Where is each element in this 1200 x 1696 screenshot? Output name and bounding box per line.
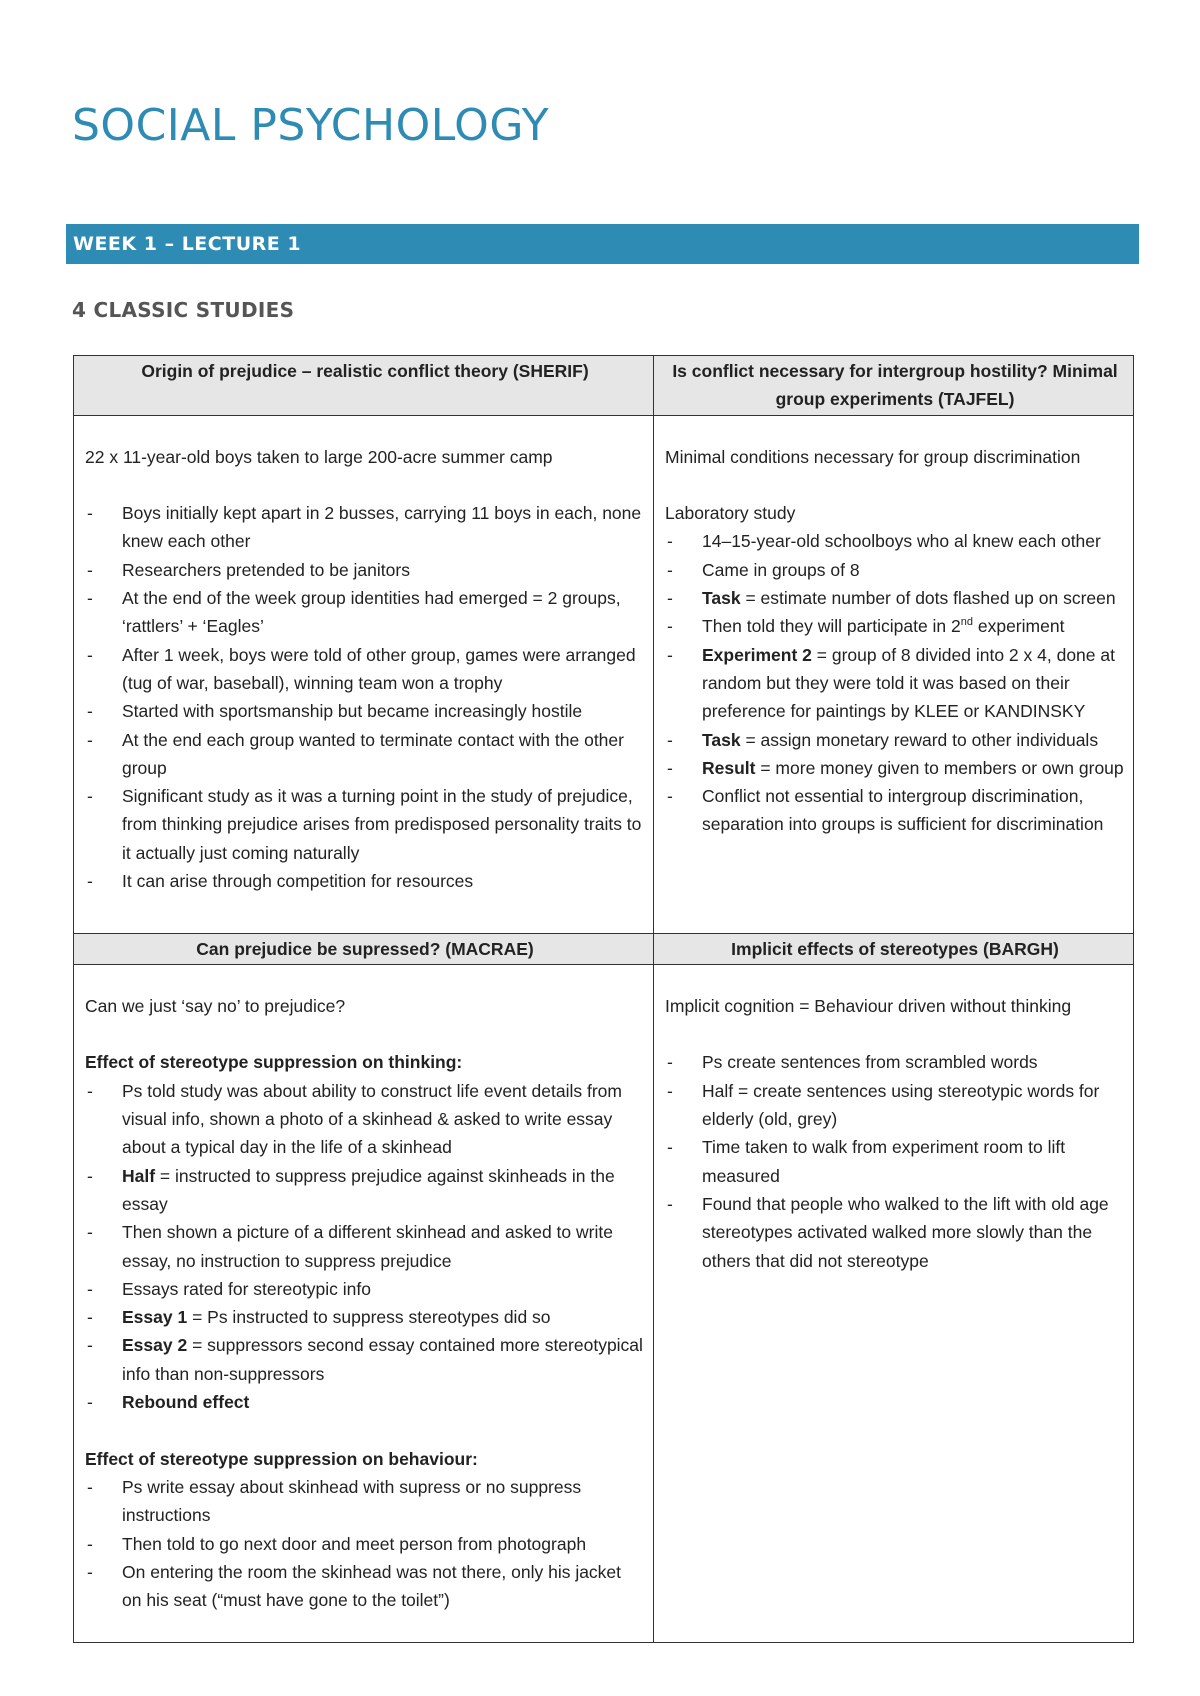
list-item: - 14–15-year-old schoolboys who al knew each other xyxy=(665,527,1125,555)
bold-term: Essay 2 xyxy=(122,1335,188,1356)
macrae-thinking-list xyxy=(85,1077,645,1417)
bargh-list xyxy=(665,1048,1125,1274)
macrae-behaviour-list xyxy=(85,1473,645,1614)
list-item: - Found that people who walked to the lift with old age stereotypes activated walked more slowly than the others that did not stereotype xyxy=(665,1190,1125,1275)
list-item: - Researchers pretended to be janitors xyxy=(85,556,645,584)
list-item: - Ps create sentences from scrambled words xyxy=(665,1048,1125,1076)
list-item: - Ps told study was about ability to construct life event details from visual info, shown a photo of a skinhead & asked to write essay about a typical day in the life of a skinhead xyxy=(85,1077,645,1162)
list-item xyxy=(665,641,1125,726)
bold-term: Essay 1 xyxy=(122,1307,188,1328)
list-item: - Conflict not essential to intergroup discrimination, separation into groups is sufficient for discrimination xyxy=(665,782,1125,839)
bold-term: Rebound effect xyxy=(122,1392,250,1413)
table-content-row xyxy=(74,415,1134,933)
macrae-intro: Can we just ‘say no’ to prejudice? xyxy=(85,995,346,1016)
bargh-cell xyxy=(654,964,1134,1642)
list-item xyxy=(85,1162,645,1219)
bold-term: Half xyxy=(122,1165,156,1186)
macrae-heading: Can prejudice be supressed? (MACRAE) xyxy=(74,933,654,964)
list-item: - On entering the room the skinhead was not there, only his jacket on his seat (“must have gone to the toilet”) xyxy=(85,1558,645,1615)
list-item xyxy=(85,1303,645,1331)
item-text: = assign monetary reward to other individuals xyxy=(740,729,1099,750)
document-title: SOCIAL PSYCHOLOGY xyxy=(72,100,550,151)
item-text: = instructed to suppress prejudice against skinheads in the essay xyxy=(122,1165,615,1214)
tajfel-list xyxy=(665,527,1125,838)
item-text: = more money given to members or own group xyxy=(755,757,1124,778)
bold-heading: Effect of stereotype suppression on thinking: xyxy=(85,1052,463,1073)
list-item xyxy=(85,1331,645,1388)
item-text: = group of 8 divided into 2 x 4, done at random but they were told it was based on their preference for paintings by KLEE or KANDINSKY xyxy=(702,644,1115,722)
item-text: experiment xyxy=(973,616,1065,637)
sherif-list xyxy=(85,499,645,895)
table-content-row xyxy=(74,964,1134,1642)
list-item: - After 1 week, boys were told of other group, games were arranged (tug of war, baseball), winning team won a trophy xyxy=(85,641,645,698)
macrae-cell xyxy=(74,964,654,1642)
classic-studies-table xyxy=(73,355,1134,1643)
list-item: - Then shown a picture of a different skinhead and asked to write essay, no instruction to suppress prejudice xyxy=(85,1218,645,1275)
bold-term: Result xyxy=(702,757,756,778)
bold-term: Task xyxy=(702,729,741,750)
ordinal-suffix: nd xyxy=(960,616,973,629)
bargh-intro: Implicit cognition = Behaviour driven without thinking xyxy=(665,995,1072,1016)
list-item: - Time taken to walk from experiment room to lift measured xyxy=(665,1133,1125,1190)
list-item: - Half = create sentences using stereotypic words for elderly (old, grey) xyxy=(665,1077,1125,1134)
list-item: - It can arise through competition for resources xyxy=(85,867,645,895)
item-text: Then told they will participate in 2 xyxy=(702,616,961,637)
sherif-heading: Origin of prejudice – realistic conflict theory (SHERIF) xyxy=(74,356,654,416)
sherif-intro: 22 x 11-year-old boys taken to large 200-acre summer camp xyxy=(85,446,553,467)
list-item: - Started with sportsmanship but became increasingly hostile xyxy=(85,697,645,725)
week-lecture-banner: WEEK 1 – LECTURE 1 xyxy=(66,224,1139,264)
list-item: - Significant study as it was a turning point in the study of prejudice, from thinking prejudice arises from predisposed personality traits to it actually just coming naturally xyxy=(85,782,645,867)
tajfel-cell xyxy=(654,415,1134,933)
list-item xyxy=(665,726,1125,754)
bold-term: Experiment 2 xyxy=(702,644,812,665)
list-item: - Then told to go next door and meet person from photograph xyxy=(85,1530,645,1558)
bold-heading: Effect of stereotype suppression on behaviour: xyxy=(85,1448,478,1469)
list-item xyxy=(85,1388,645,1416)
bargh-heading: Implicit effects of stereotypes (BARGH) xyxy=(654,933,1134,964)
tajfel-intro: Minimal conditions necessary for group discrimination xyxy=(665,446,1081,467)
list-item: - Ps write essay about skinhead with supress or no suppress instructions xyxy=(85,1473,645,1530)
thinking-subheading xyxy=(85,1048,645,1076)
item-text: = Ps instructed to suppress stereotypes did so xyxy=(187,1307,551,1328)
list-item: - Essays rated for stereotypic info xyxy=(85,1275,645,1303)
list-item xyxy=(665,612,1125,640)
table-header-row xyxy=(74,933,1134,964)
item-text: = estimate number of dots flashed up on screen xyxy=(740,588,1116,609)
list-item xyxy=(665,584,1125,612)
list-item: - At the end of the week group identities had emerged = 2 groups, ‘rattlers’ + ‘Eagles’ xyxy=(85,584,645,641)
item-text: = suppressors second essay contained more stereotypical info than non-suppressors xyxy=(122,1335,643,1384)
list-item: - Boys initially kept apart in 2 busses, carrying 11 boys in each, none knew each other xyxy=(85,499,645,556)
tajfel-subheading: Laboratory study xyxy=(665,503,796,524)
behaviour-subheading xyxy=(85,1445,645,1473)
list-item xyxy=(665,754,1125,782)
bold-term: Task xyxy=(702,588,741,609)
sherif-cell xyxy=(74,415,654,933)
section-heading: 4 CLASSIC STUDIES xyxy=(72,298,295,322)
tajfel-heading: Is conflict necessary for intergroup hostility? Minimal group experiments (TAJFEL) xyxy=(654,356,1134,416)
table-header-row xyxy=(74,356,1134,416)
list-item: - Came in groups of 8 xyxy=(665,556,1125,584)
list-item: - At the end each group wanted to terminate contact with the other group xyxy=(85,726,645,783)
